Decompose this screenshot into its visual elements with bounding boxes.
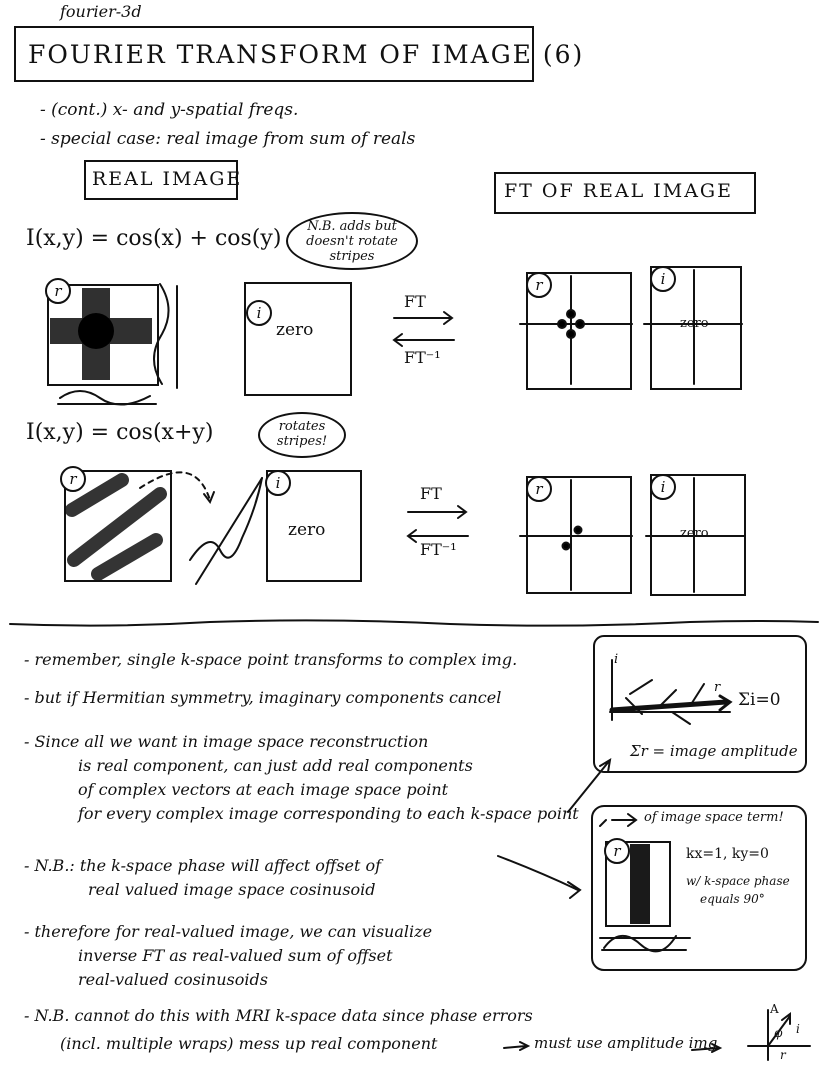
diagonal-stripes-pattern [72, 480, 160, 574]
vector-axis-r: r [714, 680, 721, 695]
note-hermitian-symmetry: - but if Hermitian symmetry, imaginary components cancel [24, 688, 502, 707]
note-mri-line1: - N.B. cannot do this with MRI k-space data since phase errors [24, 1006, 533, 1025]
section-divider [10, 620, 818, 625]
phase-kx-ky: kx=1, ky=0 [686, 846, 769, 862]
note-rotates-text: rotates stripes! [276, 419, 328, 449]
imag-zero-2: zero [288, 520, 326, 540]
ft-real-label-icon: r [526, 272, 552, 298]
note-kspace-phase-line2: real valued image space cosinusoid [88, 880, 376, 899]
corner-phase-phi: φ [774, 1026, 783, 1040]
equation-2: I(x,y) = cos(x+y) [26, 420, 214, 445]
phase-kspace-line1: w/ k-space phase [686, 874, 790, 888]
note-visualize-line2: inverse FT as real-valued sum of offset [78, 946, 393, 965]
note-visualize-line3: real-valued cosinusoids [78, 970, 268, 989]
imag-label-icon: i [265, 470, 291, 496]
intro-bullet-1: - (cont.) x- and y-spatial freqs. [40, 100, 299, 120]
vector-axis-i: i [614, 652, 619, 667]
ft-real-label-icon: r [526, 476, 552, 502]
note-kspace-phase-line1: - N.B.: the k-space phase will affect offset of [24, 856, 382, 875]
ift-arrow-label-1: FT⁻¹ [404, 348, 441, 367]
ft-imag-label-icon: i [650, 266, 676, 292]
note-real-components-line4: for every complex image corresponding to each k-space point [78, 804, 579, 823]
imag-zero-1: zero [276, 320, 314, 340]
note-adds-not-rotate-text: N.B. adds but doesn't rotate stripes [306, 219, 398, 264]
note-real-components-line2: is real component, can just add real components [78, 756, 473, 775]
ft-real-image-label: FT OF REAL IMAGE [504, 180, 733, 202]
phase-box [592, 806, 806, 970]
phase-kspace-line2: equals 90° [700, 892, 765, 906]
ift-arrow-label-2: FT⁻¹ [420, 540, 457, 559]
intro-bullet-2: - special case: real image from sum of reals [40, 129, 416, 149]
ft-imag-zero-1: zero [680, 316, 709, 331]
ft-arrow-label-1: FT [404, 292, 426, 311]
page-title: FOURIER TRANSFORM OF IMAGE (6) [28, 40, 585, 69]
corner-axis-r: r [780, 1048, 786, 1062]
real-label-icon: r [45, 278, 71, 304]
phase-real-label-icon: r [604, 838, 630, 864]
equation-1: I(x,y) = cos(x) + cos(y) [26, 226, 282, 251]
imag-label-icon: i [246, 300, 272, 326]
ft-arrow-right-2 [408, 506, 466, 518]
page-tag: fourier-3d [60, 2, 142, 21]
ift-arrow-left-2 [408, 530, 468, 542]
note-real-components-line1: - Since all we want in image space reconstruction [24, 732, 429, 751]
cross-stripes-pattern [50, 288, 152, 380]
real-image-label: REAL IMAGE [92, 168, 243, 190]
rotated-sinusoid [196, 478, 262, 584]
sum-imag-zero: Σi=0 [738, 690, 781, 710]
note-mri-line3: must use amplitude img [534, 1034, 718, 1052]
ift-arrow-left [394, 334, 454, 346]
ft-arrow-right [394, 312, 452, 324]
ft-arrow-label-2: FT [420, 484, 442, 503]
note-single-kspace-point: - remember, single k-space point transforms to complex img. [24, 650, 518, 669]
corner-axis-i: i [796, 1022, 800, 1036]
sum-real-amplitude: Σr = image amplitude [630, 742, 798, 760]
cos-profile-y [154, 284, 169, 384]
ft-imag-zero-2: zero [680, 526, 709, 541]
corner-amplitude-A: A [770, 1002, 779, 1016]
note-visualize-line1: - therefore for real-valued image, we can visualize [24, 922, 433, 941]
cos-profile-x [60, 391, 150, 405]
note-real-components-line3: of complex vectors at each image space point [78, 780, 449, 799]
real-label-icon: r [60, 466, 86, 492]
phase-box-header: of image space term! [644, 810, 784, 825]
note-mri-line2: (incl. multiple wraps) mess up real component [60, 1034, 438, 1053]
ft-imag-label-icon: i [650, 474, 676, 500]
